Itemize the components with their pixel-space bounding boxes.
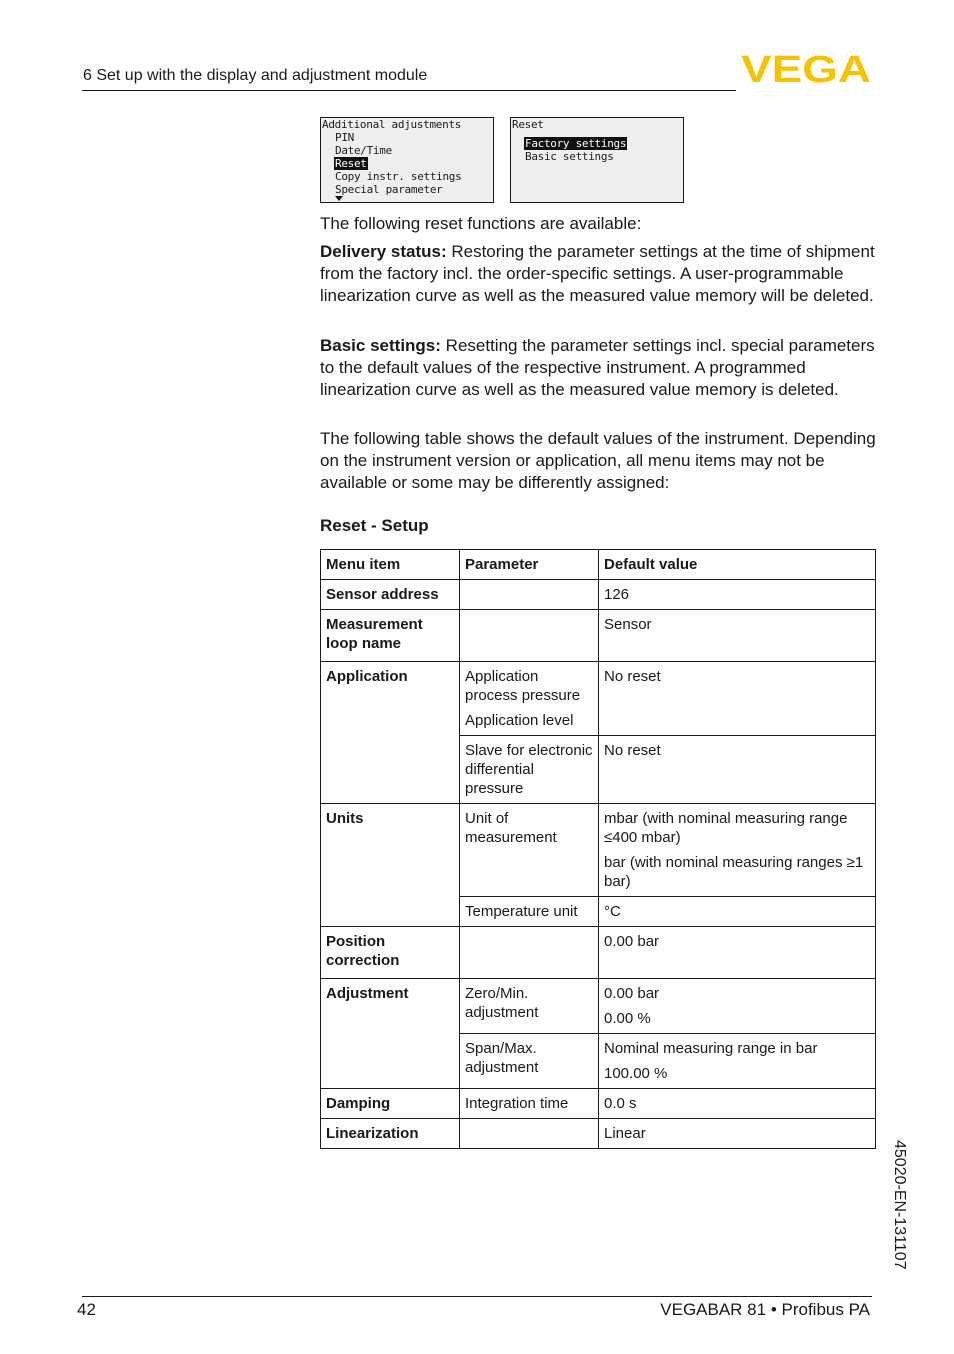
lcd-title: Additional adjustments [322,118,462,131]
parameter-cell [460,1119,599,1149]
basic-settings-paragraph [320,335,876,400]
footer-product-name: VEGABAR 81 • Profibus PA [660,1300,870,1319]
parameter-text: Application level [465,712,574,729]
lcd-menu-item: Copy instr. settings [335,170,462,183]
reset-setup-table [320,549,876,1149]
header-parameter: Parameter [460,550,599,580]
parameter-cell: Span/Max. adjustment [460,1034,599,1089]
default-value-cell [599,804,876,897]
default-value-cell: 0.0 s [599,1089,876,1119]
default-value-cell: No reset [599,736,876,804]
scroll-down-arrow-icon [335,196,343,201]
menu-item-cell: Damping [321,1089,460,1119]
table-row [321,927,876,979]
lcd-title: Reset [512,118,544,131]
basic-settings-label: Basic settings: [320,336,441,355]
parameter-cell: Slave for electronic differential pressure [460,736,599,804]
parameter-cell [460,662,599,736]
header-menu-item: Menu item [321,550,460,580]
header-divider [82,90,736,91]
document-code-vertical [882,1140,912,1290]
parameter-cell [460,610,599,662]
menu-item-cell: Units [321,804,460,927]
menu-item-cell: Adjustment [321,979,460,1089]
document-code: 45020-EN-131107 [891,1140,908,1270]
footer-divider [82,1296,872,1297]
menu-item-cell: Measurement loop name [321,610,460,662]
parameter-text: Application process pressure [465,668,581,704]
default-value-cell: 126 [599,580,876,610]
default-value-cell [599,1034,876,1089]
default-value-cell: No reset [599,662,876,736]
lcd-menu-item: Special parameter [335,183,443,196]
parameter-cell: Temperature unit [460,897,599,927]
table-header-row [321,550,876,580]
table-row [321,662,876,736]
reset-intro-text: The following reset functions are available: [320,214,642,233]
display-screen-additional-adjustments [320,117,494,203]
menu-item-cell: Linearization [321,1119,460,1149]
section-title: Reset - Setup [320,516,429,535]
default-value-text: Nominal measuring range in bar [604,1040,818,1057]
table-row [321,804,876,897]
lcd-menu-item: PIN [335,131,354,144]
default-value-text: 100.00 % [604,1065,668,1082]
table-row [321,1119,876,1149]
table-row [321,580,876,610]
parameter-cell: Unit of measurement [460,804,599,897]
default-value-cell: Linear [599,1119,876,1149]
default-value-cell: 0.00 bar [599,927,876,979]
default-value-cell: °C [599,897,876,927]
parameter-cell [460,927,599,979]
default-value-text: 0.00 bar [604,985,660,1002]
lcd-menu-item: Date/Time [335,144,392,157]
delivery-status-text: Restoring the parameter settings at the time of shipment from the factory incl. the order-specific settings. A user-programmable linearization curve as well as the measured value memory will be deleted. [320,242,875,305]
default-value-cell: Sensor [599,610,876,662]
vega-logo [741,52,873,84]
lcd-menu-item-selected: Reset [335,157,367,170]
menu-item-cell: Position correction [321,927,460,979]
menu-item-cell: Sensor address [321,580,460,610]
default-value-cell [599,979,876,1034]
default-value-text: 0.00 % [604,1010,651,1027]
svg-text:VEGA: VEGA [741,52,871,84]
parameter-cell [460,580,599,610]
table-row [321,1089,876,1119]
table-intro-text: The following table shows the default values of the instrument. Depending on the instrument version or application, all menu items may not be available or some may be differently assigned: [320,429,876,492]
default-value-text: mbar (with nominal measuring range ≤400 mbar) [604,810,848,846]
table-row [321,610,876,662]
parameter-cell: Zero/Min. adjustment [460,979,599,1034]
header-default-value: Default value [599,550,876,580]
table-row [321,979,876,1034]
display-screen-reset [510,117,684,203]
lcd-menu-item: Basic settings [525,150,614,163]
menu-item-cell: Application [321,662,460,804]
delivery-status-label: Delivery status: [320,242,447,261]
parameter-cell: Integration time [460,1089,599,1119]
lcd-menu-item-selected: Factory settings [525,137,627,150]
basic-settings-text: Resetting the parameter settings incl. special parameters to the default values of the respective instrument. A programmed linearization curve as well as the measured value memory is deleted. [320,336,875,399]
page-number: 42 [77,1300,96,1319]
header-section-title: 6 Set up with the display and adjustment module [83,67,428,84]
default-value-text: bar (with nominal measuring ranges ≥1 bar) [604,854,864,890]
delivery-status-paragraph [320,241,876,306]
